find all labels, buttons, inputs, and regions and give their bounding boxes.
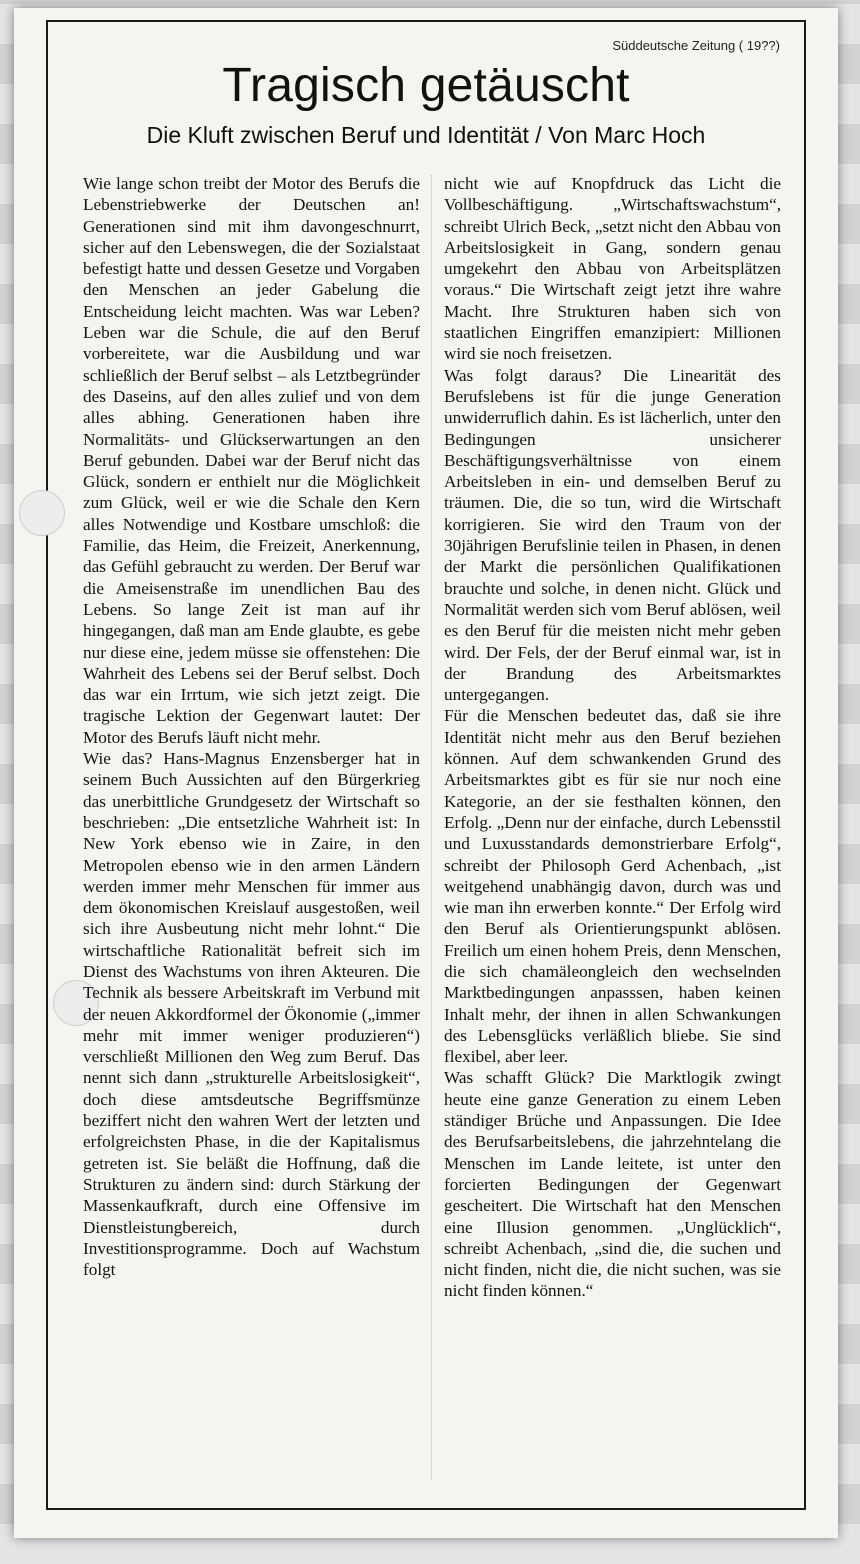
paragraph: Wie das? Hans-Magnus Enzensberger hat in seinem Buch Aussichten auf den Bürgerkrieg das unerbittliche Grundgesetz der Wirtschaft so beschrieben: „Die entsetzliche Wahrheit ist: In New York ebenso wie in Zaire, in den Metropolen ebenso wie in den armen Ländern werden immer mehr Menschen für immer aus dem ökonomischen Kreislauf ausgestoßen, weil sich ihre Ausbeutung nicht mehr lohnt.“ Die wirtschaftliche Rationalität befreit sich im Dienst des Wachstums von ihren Akteuren. Die Technik als bessere Arbeitskraft im Verbund mit der neuen Akkordformel der Ökonomie („immer mehr mit immer weniger produzieren“) verschließt Millionen den Weg zum Beruf. Das nennt sich dann „strukturelle Arbeitslosigkeit“, doch diese amtsdeutsche Begriffsmünze beziffert nicht den wahren Wert der letzten und erfolgreichsten Phase, in die der Kapitalismus getreten ist. Sie beläßt die Hoffnung, daß die Strukturen zu ändern sind: durch Stärkung der Massenkaufkraft, durch eine Offensive im Dienstleistungbereich, durch Investitionsprogramme. Doch auf Wachstum folgt [83, 749, 420, 1280]
paragraph: Wie lange schon treibt der Motor des Berufs die Lebenstriebwerke der Deutschen an! Generationen sind mit ihm davongeschnurrt, sicher auf den Lebenswegen, die der Sozialstaat befestigt hatte und dessen Gesetze und Vorgaben den Menschen an jeder Gabelung die Entscheidung leicht machten. Was war Leben? Leben war die Schule, die auf den Beruf vorbereitete, war die Ausbildung und war schließlich der Beruf selbst – als Letztbegründer des Daseins, auf den alles zulief und von dem alles abhing. Generationen haben ihre Normalitäts- und Glückserwartungen an den Beruf gebunden. Dabei war der Beruf nicht das Glück, sondern er enthielt nur die Möglichkeit zum Glück, weil er wie die Schale den Kern alles Notwendige und Kostbare umschloß: die Familie, das Heim, die Freizeit, Anerkennung, das Gefühl gebraucht zu werden. Der Beruf war die Ameisenstraße im unendlichen Bau des Lebens. So lange Zeit ist man auf ihr hingegangen, daß man am Ende glaubte, es gebe nur diese eine, jedem müsse sie offenstehen: Die Wahrheit des Lebens sei der Beruf selbst. Doch das war ein Irrtum, wie sich jetzt zeigt. Die tragische Lektion der Gegenwart lautet: Der Motor des Berufs läuft nicht mehr. [83, 174, 420, 747]
headline: Tragisch getäuscht [222, 59, 630, 112]
article-column-right [444, 173, 781, 1302]
article-column-left [83, 173, 420, 1280]
punch-hole [19, 490, 65, 536]
paragraph: Für die Menschen bedeutet das, daß sie ihre Identität nicht mehr aus den Beruf beziehen können. Auf dem schwankenden Grund des Arbeitsmarktes gibt es für sie nur noch eine Kategorie, an der sie festhalten können, den Erfolg. „Denn nur der einfache, durch Lebensstil und Luxusstandards demonstrierbare Erfolg“, schreibt der Philosoph Gerd Achenbach, „ist weitgehend unabhängig davon, durch was und wie man ihn erwerben konnte.“ Der Erfolg wird den Beruf als Orientierungspunkt ablösen. Freilich um einen hohem Preis, denn Menschen, die sich chamäleongleich den wechselnden Marktbedingungen anpasssen, haben keinen Inhalt mehr, der ihnen in allen Schwankungen des Lebensglücks verläßlich bliebe. Sie sind flexibel, aber leer. [444, 706, 781, 1067]
subheadline: Die Kluft zwischen Beruf und Identität / Von Marc Hoch [146, 122, 706, 148]
paragraph: nicht wie auf Knopfdruck das Licht die Vollbeschäftigung. „Wirtschaftswachstum“, schreibt Ulrich Beck, „setzt nicht den Abbau von Arbeitslosigkeit in Gang, sondern genau umgekehrt den Abbau von Arbeitsplätzen voraus.“ Die Wirtschaft zeigt jetzt ihre wahre Macht. Ihre Strukturen haben sich von staatlichen Eingriffen emanzipiert: Millionen wird sie noch freisetzen. [444, 174, 781, 364]
paragraph: Was schafft Glück? Die Marktlogik zwingt heute eine ganze Generation zu einem Leben ständiger Brüche und Anpassungen. Die Idee des Berufsarbeitslebens, die jahrzehntelang die Menschen im Lande leitete, ist unter den forcierten Bedingungen der Gegenwart gescheitert. Die Wirtschaft hat den Menschen eine Illusion genommen. „Unglücklich“, schreibt Achenbach, „sind die, die suchen und nicht finden, nicht die, die nicht suchen, was sie nicht finden können.“ [444, 1068, 781, 1301]
column-divider [431, 175, 432, 1480]
source-line: Süddeutsche Zeitung ( 19??) [612, 38, 780, 53]
paragraph: Was folgt daraus? Die Linearität des Berufslebens ist für die junge Generation unwiderruflich dahin. Es ist lächerlich, unter den Bedingungen unsicherer Beschäftigungsverhältnisse von einem Arbeitsleben in ein- und demselben Beruf zu träumen. Die, die so tun, wird die Wirtschaft korrigieren. Sie wird den Traum von der 30jährigen Berufslinie teilen in Phasen, in denen der Markt die persönlichen Qualifikationen brauchte und solche, in denen nicht. Glück und Normalität werden sich vom Beruf ablösen, weil es den Beruf für die meisten nicht mehr geben wird. Der Fels, der der Beruf einmal war, ist in der Brandung des Arbeitsmarktes untergegangen. [444, 365, 781, 705]
